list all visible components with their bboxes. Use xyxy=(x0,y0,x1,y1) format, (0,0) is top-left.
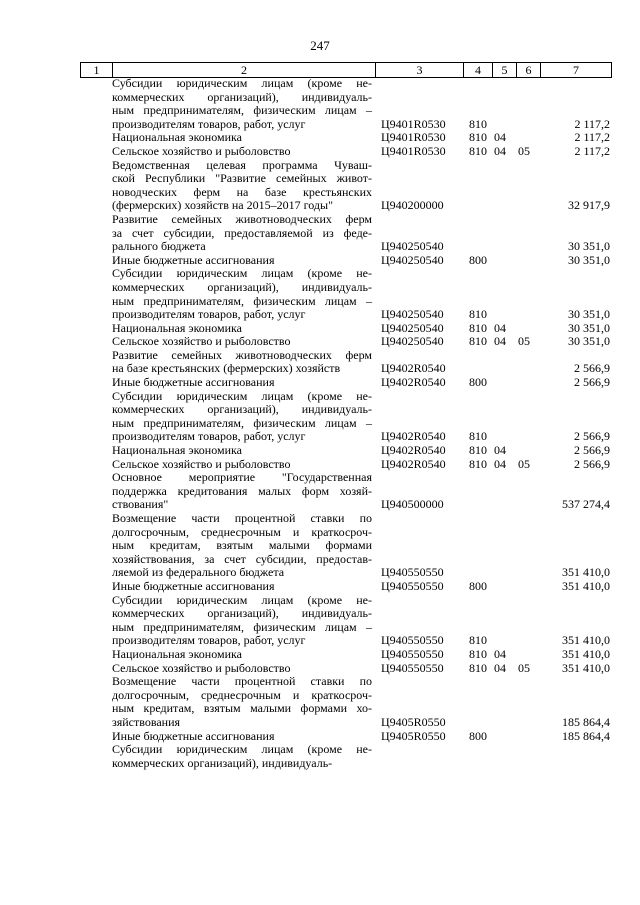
row-col-4: 810 xyxy=(469,334,487,349)
row-description xyxy=(112,213,372,254)
page-number: 247 xyxy=(310,38,330,53)
row-col-4: 810 xyxy=(469,660,487,675)
row-code: Ц9402R0540 xyxy=(381,361,446,376)
table-row xyxy=(0,267,640,321)
row-description-line: ным кредитам, взятым малыми формами хо- xyxy=(112,701,372,716)
row-code: Ц9405R0550 xyxy=(381,728,446,743)
row-code: Ц940550550 xyxy=(381,565,444,580)
row-description xyxy=(112,159,372,213)
row-description xyxy=(112,594,372,648)
row-description xyxy=(112,675,372,729)
row-col-4: 810 xyxy=(469,130,487,145)
header-col-1: 1 xyxy=(80,63,112,77)
row-code: Ц9405R0550 xyxy=(381,714,446,729)
table-row xyxy=(0,254,640,268)
row-description-line: коммерческих организаций), индивидуаль- xyxy=(112,606,372,621)
row-description xyxy=(112,267,372,321)
row-code: Ц9402R0540 xyxy=(381,443,446,458)
row-col-5: 04 xyxy=(494,660,506,675)
row-col-4: 810 xyxy=(469,116,487,131)
table-row xyxy=(0,730,640,744)
row-description-line: Сельское хозяйство и рыболовство xyxy=(112,143,291,158)
row-code: Ц940250540 xyxy=(381,320,444,335)
row-description xyxy=(112,444,372,458)
row-col-4: 800 xyxy=(469,252,487,267)
row-amount: 351 410,0 xyxy=(562,578,610,593)
table-row xyxy=(0,648,640,662)
row-amount: 351 410,0 xyxy=(562,660,610,675)
row-description-line: Субсидии юридическим лицам (кроме не- xyxy=(112,388,372,403)
row-description-line: Национальная экономика xyxy=(112,130,242,145)
row-description-line: Национальная экономика xyxy=(112,320,242,335)
row-description xyxy=(112,145,372,159)
row-description xyxy=(112,512,372,580)
row-code: Ц9402R0540 xyxy=(381,375,446,390)
table-row xyxy=(0,662,640,676)
row-description xyxy=(112,730,372,744)
row-col-4: 810 xyxy=(469,456,487,471)
table-row xyxy=(0,594,640,648)
row-code: Ц9401R0530 xyxy=(381,130,446,145)
row-amount: 351 410,0 xyxy=(562,565,610,580)
row-description xyxy=(112,322,372,336)
row-code: Ц940550550 xyxy=(381,578,444,593)
row-description xyxy=(112,376,372,390)
header-col-4: 4 xyxy=(463,63,492,77)
row-col-5: 04 xyxy=(494,443,506,458)
row-amount: 351 410,0 xyxy=(562,633,610,648)
header-col-3: 3 xyxy=(375,63,463,77)
row-code: Ц940250540 xyxy=(381,252,444,267)
row-amount: 2 566,9 xyxy=(574,361,610,376)
row-description-line: коммерческих организаций), индивидуаль- xyxy=(112,279,372,294)
row-description-line: поддержка кредитования малых форм хозяй- xyxy=(112,483,372,498)
row-description-line: ным предпринимателям, физическим лицам – xyxy=(112,619,372,634)
row-amount: 185 864,4 xyxy=(562,714,610,729)
row-col-5: 04 xyxy=(494,334,506,349)
row-description-line: долгосрочным, среднесрочным и краткосроч- xyxy=(112,524,372,539)
row-code: Ц940500000 xyxy=(381,497,444,512)
row-description xyxy=(112,471,372,512)
row-description xyxy=(112,77,372,131)
row-description xyxy=(112,648,372,662)
row-amount: 32 917,9 xyxy=(568,198,610,213)
row-amount: 2 566,9 xyxy=(574,429,610,444)
row-code: Ц9401R0530 xyxy=(381,116,446,131)
row-amount: 30 351,0 xyxy=(568,320,610,335)
row-description xyxy=(112,390,372,444)
row-description xyxy=(112,743,372,770)
row-amount: 30 351,0 xyxy=(568,307,610,322)
row-description-line: Сельское хозяйство и рыболовство xyxy=(112,456,291,471)
row-col-4: 800 xyxy=(469,375,487,390)
row-description-line: Субсидии юридическим лицам (кроме не- xyxy=(112,592,372,607)
row-description xyxy=(112,458,372,472)
row-description-line: рального бюджета xyxy=(112,239,206,254)
row-description-line: Развитие семейных животноводческих ферм xyxy=(112,211,372,226)
row-description-line: зяйствования xyxy=(112,714,181,729)
row-description xyxy=(112,335,372,349)
row-col-4: 810 xyxy=(469,143,487,158)
row-description-line: Иные бюджетные ассигнования xyxy=(112,578,275,593)
row-description-line: Сельское хозяйство и рыболовство xyxy=(112,660,291,675)
row-amount: 2 566,9 xyxy=(574,443,610,458)
row-code: Ц940550550 xyxy=(381,660,444,675)
row-description-line: Субсидии юридическим лицам (кроме не- xyxy=(112,76,372,90)
row-amount: 30 351,0 xyxy=(568,252,610,267)
row-col-4: 810 xyxy=(469,633,487,648)
row-description xyxy=(112,349,372,376)
table-row xyxy=(0,743,640,770)
row-code: Ц940200000 xyxy=(381,198,444,213)
row-description-line: ным предпринимателям, физическим лицам – xyxy=(112,103,372,118)
row-amount: 30 351,0 xyxy=(568,239,610,254)
row-description-line: ным предпринимателям, физическим лицам – xyxy=(112,415,372,430)
row-description-line: (фермерских) хозяйств на 2015–2017 годы" xyxy=(112,198,333,213)
row-col-5: 04 xyxy=(494,320,506,335)
row-description xyxy=(112,254,372,268)
row-description xyxy=(112,131,372,145)
row-col-4: 810 xyxy=(469,429,487,444)
row-code: Ц9402R0540 xyxy=(381,456,446,471)
row-description-line: Иные бюджетные ассигнования xyxy=(112,375,275,390)
row-amount: 537 274,4 xyxy=(562,497,610,512)
header-col-2: 2 xyxy=(112,63,375,77)
row-description-line: Национальная экономика xyxy=(112,646,242,661)
row-col-5: 04 xyxy=(494,130,506,145)
row-code: Ц940550550 xyxy=(381,633,444,648)
row-description-line: ным предпринимателям, физическим лицам – xyxy=(112,293,372,308)
row-description-line: ской Республики "Развитие семейных живот- xyxy=(112,171,372,186)
row-col-6: 05 xyxy=(518,456,530,471)
row-amount: 2 117,2 xyxy=(574,130,610,145)
table-row xyxy=(0,322,640,336)
table-row xyxy=(0,471,640,512)
row-description-line: коммерческих организаций), индивидуаль- xyxy=(112,755,333,770)
table-body xyxy=(0,77,640,770)
table-row xyxy=(0,580,640,594)
row-description-line: долгосрочным, среднесрочным и краткосроч- xyxy=(112,687,372,702)
row-description-line: производителям товаров, работ, услуг xyxy=(112,116,306,131)
row-amount: 30 351,0 xyxy=(568,334,610,349)
header-col-7: 7 xyxy=(540,63,612,77)
row-code: Ц940250540 xyxy=(381,307,444,322)
row-col-6: 05 xyxy=(518,334,530,349)
row-code: Ц940550550 xyxy=(381,646,444,661)
table-row xyxy=(0,512,640,580)
row-description-line: на базе крестьянских (фермерских) хозяйств xyxy=(112,361,341,376)
row-description-line: Иные бюджетные ассигнования xyxy=(112,728,275,743)
table-row xyxy=(0,159,640,213)
table-row xyxy=(0,376,640,390)
row-col-4: 810 xyxy=(469,320,487,335)
row-description-line: Возмещение части процентной ставки по xyxy=(112,674,372,689)
table-row xyxy=(0,77,640,131)
row-description-line: Развитие семейных животноводческих ферм xyxy=(112,347,372,362)
row-col-4: 800 xyxy=(469,578,487,593)
row-description xyxy=(112,662,372,676)
row-code: Ц940250540 xyxy=(381,239,444,254)
row-description-line: коммерческих организаций), индивидуаль- xyxy=(112,402,372,417)
row-amount: 351 410,0 xyxy=(562,646,610,661)
row-description-line: ным кредитам, взятым малыми формами xyxy=(112,538,372,553)
row-amount: 185 864,4 xyxy=(562,728,610,743)
row-amount: 2 117,2 xyxy=(574,116,610,131)
table-row xyxy=(0,131,640,145)
table-row xyxy=(0,213,640,254)
row-col-4: 810 xyxy=(469,307,487,322)
row-description-line: Сельское хозяйство и рыболовство xyxy=(112,334,291,349)
table-row xyxy=(0,335,640,349)
row-description-line: Ведомственная целевая программа Чуваш- xyxy=(112,157,372,172)
row-code: Ц9401R0530 xyxy=(381,143,446,158)
row-description-line: ствования" xyxy=(112,497,169,512)
header-col-5: 5 xyxy=(492,63,516,77)
header-col-6: 6 xyxy=(516,63,540,77)
table-row xyxy=(0,444,640,458)
row-description-line: Основное мероприятие "Государственная xyxy=(112,470,372,485)
row-col-4: 810 xyxy=(469,646,487,661)
row-col-5: 04 xyxy=(494,646,506,661)
table-row xyxy=(0,390,640,444)
row-code: Ц940250540 xyxy=(381,334,444,349)
table-row xyxy=(0,675,640,729)
row-description-line: Субсидии юридическим лицам (кроме не- xyxy=(112,742,372,757)
table-row xyxy=(0,458,640,472)
table-row xyxy=(0,145,640,159)
row-col-6: 05 xyxy=(518,143,530,158)
row-description-line: производителям товаров, работ, услуг xyxy=(112,429,306,444)
row-description-line: производителям товаров, работ, услуг xyxy=(112,307,306,322)
row-code: Ц9402R0540 xyxy=(381,429,446,444)
row-description-line: Возмещение части процентной ставки по xyxy=(112,511,372,525)
row-amount: 2 566,9 xyxy=(574,375,610,390)
row-description-line: новодческих ферм на базе крестьянских xyxy=(112,184,372,199)
row-description-line: коммерческих организаций), индивидуаль- xyxy=(112,89,372,104)
row-col-5: 04 xyxy=(494,456,506,471)
row-amount: 2 566,9 xyxy=(574,456,610,471)
row-description-line: Субсидии юридическим лицам (кроме не- xyxy=(112,266,372,281)
row-description-line: ляемой из федерального бюджета xyxy=(112,565,285,580)
row-col-6: 05 xyxy=(518,660,530,675)
row-col-4: 800 xyxy=(469,728,487,743)
table-row xyxy=(0,349,640,376)
row-description-line: Национальная экономика xyxy=(112,443,242,458)
row-amount: 2 117,2 xyxy=(574,143,610,158)
row-description-line: Иные бюджетные ассигнования xyxy=(112,252,275,267)
row-description xyxy=(112,580,372,594)
row-col-5: 04 xyxy=(494,143,506,158)
row-description-line: хозяйствования, за счет субсидии, предостав- xyxy=(112,551,372,566)
row-description-line: за счет субсидии, предоставляемой из феде- xyxy=(112,225,372,240)
row-description-line: производителям товаров, работ, услуг xyxy=(112,633,306,648)
row-col-4: 810 xyxy=(469,443,487,458)
